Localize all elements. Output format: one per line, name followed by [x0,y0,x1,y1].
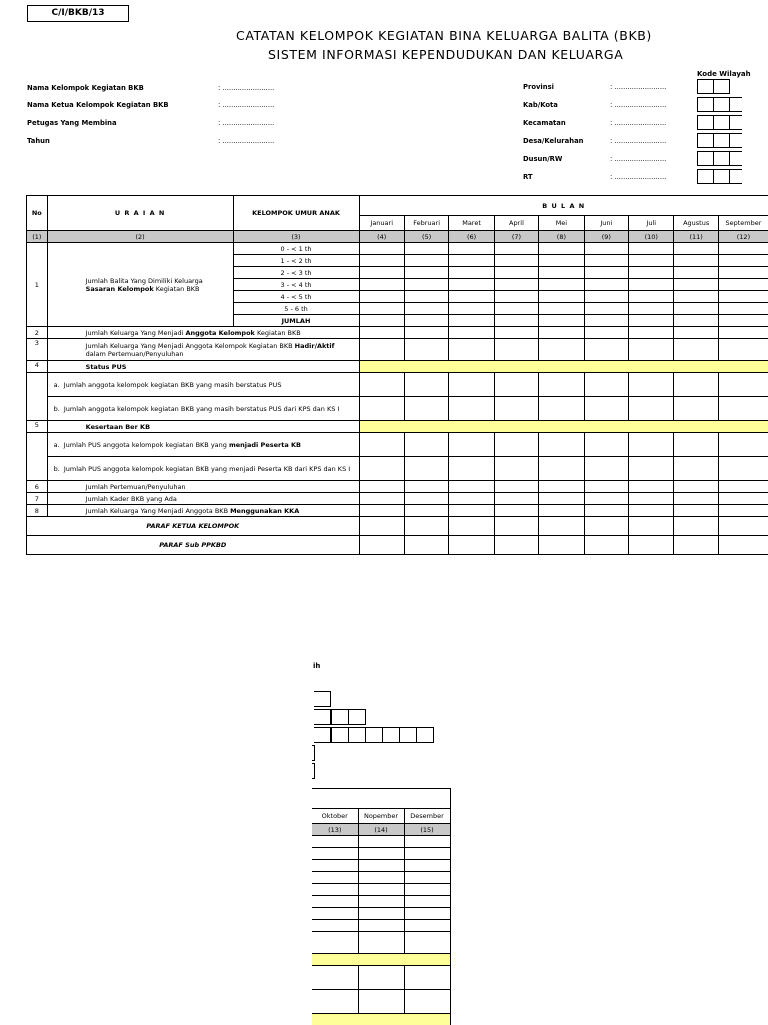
row7-no: 7 [27,493,48,505]
kode-box-kecamatan-2[interactable] [713,115,730,130]
row4a-uraian: a. Jumlah anggota kelompok kegiatan BKB yang masih berstatus PUS [47,373,359,397]
month-juli: Juli [629,216,674,231]
kode-box-provinsi-2[interactable] [713,79,730,94]
row5a-uraian: a. Jumlah PUS anggota kelompok kegiatan BKB yang menjadi Peserta KB [47,433,359,457]
continuation-table [312,788,451,1025]
cont-box-r2-3[interactable] [348,709,366,725]
field-label-provinsi: Provinsi [523,83,554,91]
age-group-4-5: 4 - < 5 th [233,291,359,303]
cont-box-r3-2[interactable] [331,727,349,743]
row5b-uraian: b. Jumlah PUS anggota kelompok kegiatan BKB yang menjadi Peserta KB dari KPS dan KS I [47,457,359,481]
colnum-15: (15) [404,824,450,836]
row5-highlight [359,421,768,433]
colnum-3: (3) [233,231,359,243]
kode-box-rt-3[interactable] [729,169,742,184]
month-maret: Maret [449,216,494,231]
row1-no: 1 [27,243,48,327]
row4b-uraian: b. Jumlah anggota kelompok kegiatan BKB yang masih berstatus PUS dari KPS dan KS I [47,397,359,421]
row1-uraian: Jumlah Balita Yang Dimiliki Keluarga Sasaran Kelompok Kegiatan BKB [47,243,233,327]
row6-uraian: Jumlah Pertemuan/Penyuluhan [47,481,359,493]
age-group-1-2: 1 - < 2 th [233,255,359,267]
header-uraian: U R A I A N [47,196,233,231]
month-nopember: Nopember [358,809,404,824]
field-label-petugas: Petugas Yang Membina [27,119,117,127]
field-value-nama-ketua[interactable]: : ........................ [218,101,274,109]
colnum-13: (13) [312,824,358,836]
field-value-tahun[interactable]: : ........................ [218,137,274,145]
field-label-dusun: Dusun/RW [523,155,562,163]
age-group-2-3: 2 - < 3 th [233,267,359,279]
month-februari: Februari [404,216,448,231]
row5-uraian: Kesertaan Ber KB [47,421,359,433]
kode-box-dusun-1[interactable] [697,151,714,166]
field-label-nama-kelompok: Nama Kelompok Kegiatan BKB [27,84,144,92]
colnum-1: (1) [27,231,48,243]
cont-box-r4-1[interactable] [312,745,315,761]
row3-no: 3 [27,339,48,361]
header-kelompok-umur: KELOMPOK UMUR ANAK [233,196,359,231]
field-value-kabkota[interactable]: : ........................ [610,101,666,109]
kode-box-provinsi-1[interactable] [697,79,714,94]
month-mei: Mei [539,216,584,231]
colnum-2: (2) [47,231,233,243]
colnum-8: (8) [539,231,584,243]
row3-uraian: Jumlah Keluarga Yang Menjadi Anggota Kelompok Kegiatan BKB Hadir/Aktif dalam Pertemuan/Penyuluhan [47,339,359,361]
header-bulan: B U L A N [359,196,768,216]
cont-box-r3-1[interactable] [314,727,331,743]
kode-box-rt-1[interactable] [697,169,714,184]
kode-box-desa-2[interactable] [713,133,730,148]
row8-uraian: Jumlah Keluarga Yang Menjadi Anggota BKB Menggunakan KKA [47,505,359,517]
paraf-ketua-kelompok: PARAF KETUA KELOMPOK [27,517,360,536]
month-desember: Desember [404,809,450,824]
kode-wilayah-title: Kode Wilayah [697,70,751,78]
cont-box-r3-7[interactable] [416,727,434,743]
row4-highlight [359,361,768,373]
row4-no: 4 [27,361,48,373]
row4-uraian: Status PUS [47,361,359,373]
row8-no: 8 [27,505,48,517]
month-september: September [718,216,768,231]
kode-box-kabkota-2[interactable] [713,97,730,112]
row6-no: 6 [27,481,48,493]
month-juni: Juni [584,216,628,231]
row2-uraian: Jumlah Keluarga Yang Menjadi Anggota Kelompok Kegiatan BKB [47,327,359,339]
kode-box-dusun-3[interactable] [729,151,742,166]
row7-uraian: Jumlah Kader BKB yang Ada [47,493,359,505]
form-code-box: C/I/BKB/13 [27,5,129,22]
kode-box-kecamatan-1[interactable] [697,115,714,130]
age-group-5-6: 5 - 6 th [233,303,359,315]
field-value-provinsi[interactable]: : ........................ [610,83,666,91]
row5-no: 5 [27,421,48,433]
header-no: No [27,196,48,231]
age-group-0-1: 0 - < 1 th [233,243,359,255]
field-label-tahun: Tahun [27,137,50,145]
kode-box-desa-1[interactable] [697,133,714,148]
kode-box-desa-3[interactable] [729,133,742,148]
cont-box-r3-3[interactable] [348,727,366,743]
cont-box-r3-5[interactable] [382,727,400,743]
field-label-rt: RT [523,173,533,181]
field-value-rt[interactable]: : ........................ [610,173,666,181]
cont-box-r5-1[interactable] [312,763,315,779]
kode-box-dusun-2[interactable] [713,151,730,166]
kode-box-kabkota-3[interactable] [729,97,742,112]
paraf-sub-ppkbd: PARAF Sub PPKBD [27,536,360,555]
title-line-1: CATATAN KELOMPOK KEGIATAN BINA KELUARGA BALITA (BKB) [236,28,652,43]
cont-box-r2-1[interactable] [314,709,331,725]
colnum-11: (11) [674,231,718,243]
colnum-9: (9) [584,231,628,243]
age-group-jumlah: JUMLAH [233,315,359,327]
field-label-kecamatan: Kecamatan [523,119,566,127]
cont-box-r3-6[interactable] [399,727,417,743]
kode-box-rt-2[interactable] [713,169,730,184]
colnum-4: (4) [359,231,404,243]
field-value-kecamatan[interactable]: : ........................ [610,119,666,127]
title-line-2: SISTEM INFORMASI KEPENDUDUKAN DAN KELUARGA [268,47,623,62]
month-agustus: Agustus [674,216,718,231]
colnum-10: (10) [629,231,674,243]
cont-box-r1-1[interactable] [314,691,331,707]
field-value-petugas[interactable]: : ........................ [218,119,274,127]
cont-highlight-2 [312,1014,450,1025]
month-april: April [494,216,538,231]
main-table [26,195,768,555]
month-oktober: Oktober [312,809,358,824]
month-januari: Januari [359,216,404,231]
field-label-desa: Desa/Kelurahan [523,137,584,145]
row2-no: 2 [27,327,48,339]
kode-box-kecamatan-3[interactable] [729,115,742,130]
field-value-dusun[interactable]: : ........................ [610,155,666,163]
colnum-14: (14) [358,824,404,836]
cont-box-r2-2[interactable] [331,709,349,725]
continuation-fragment-text: ih [313,662,320,670]
cont-highlight-1 [312,954,450,966]
colnum-12: (12) [718,231,768,243]
field-value-desa[interactable]: : ........................ [610,137,666,145]
field-value-nama-kelompok[interactable]: : ........................ [218,84,274,92]
colnum-7: (7) [494,231,538,243]
age-group-3-4: 3 - < 4 th [233,279,359,291]
cont-box-r3-4[interactable] [365,727,383,743]
colnum-6: (6) [449,231,494,243]
field-label-kabkota: Kab/Kota [523,101,558,109]
kode-box-kabkota-1[interactable] [697,97,714,112]
field-label-nama-ketua: Nama Ketua Kelompok Kegiatan BKB [27,101,169,109]
colnum-5: (5) [404,231,448,243]
